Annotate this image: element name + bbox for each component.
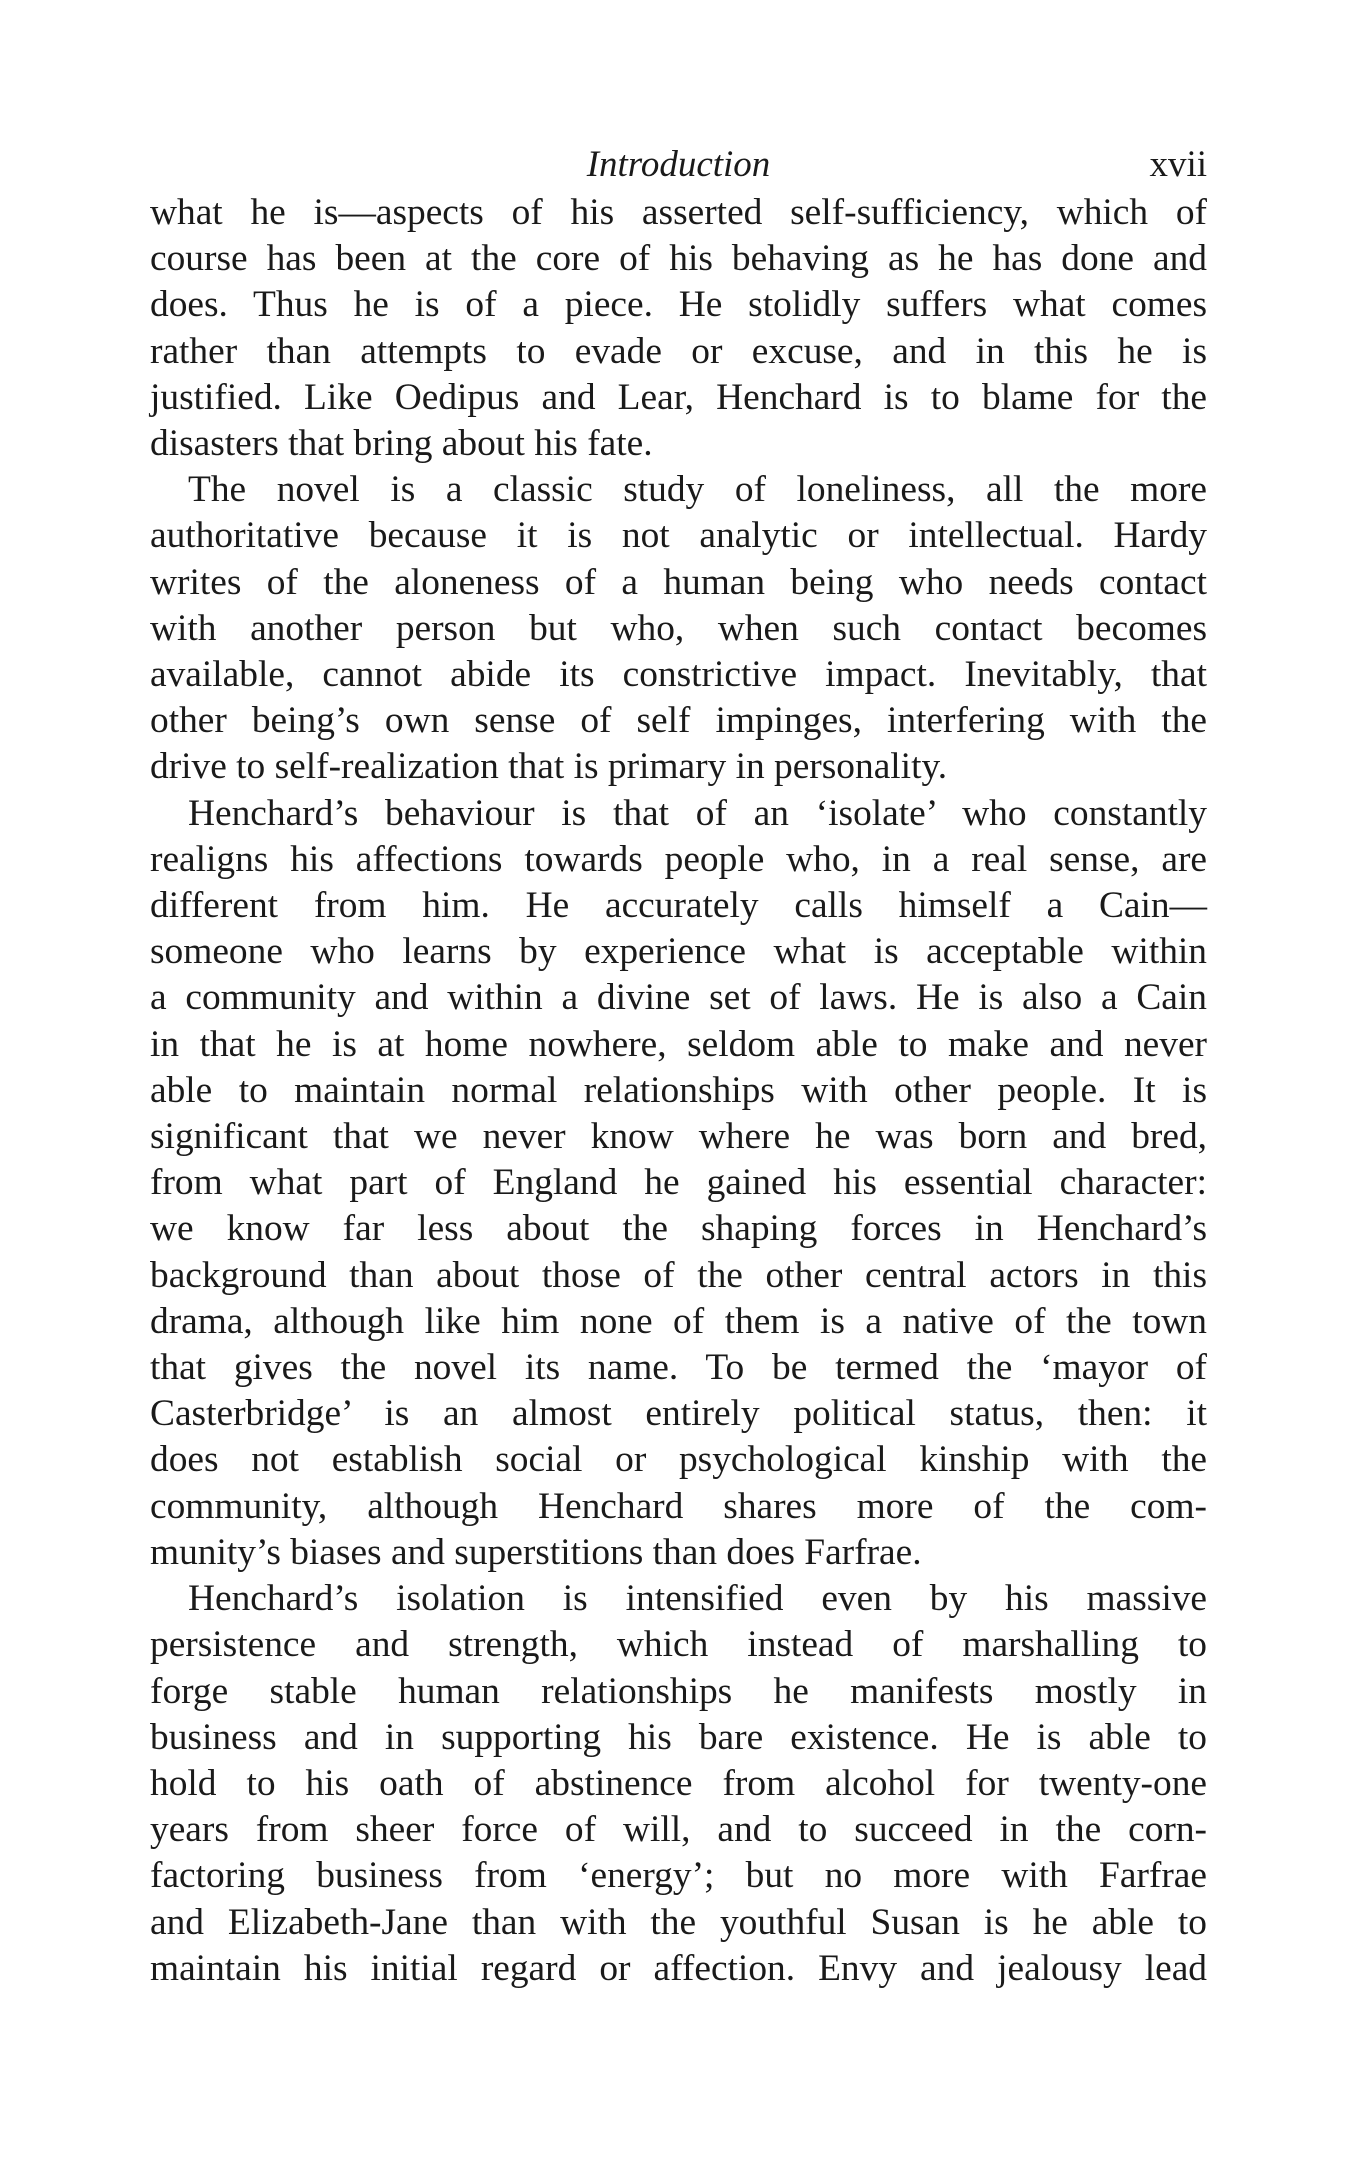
text-line: we know far less about the shaping forces in Henchard’s: [150, 1208, 1207, 1250]
text-line: factoring business from ‘energy’; but no more with Farfrae: [150, 1855, 1207, 1897]
running-title: Introduction: [586, 144, 771, 185]
running-header: [150, 140, 1207, 190]
paragraph-3: [150, 791, 1207, 1576]
text-line: what he is—aspects of his asserted self-sufficiency, which of: [150, 192, 1207, 233]
text-line: Henchard’s behaviour is that of an ‘isolate’ who constantly: [188, 792, 1207, 834]
text-line: community, although Henchard shares more of the com-: [150, 1485, 1207, 1527]
text-line: disasters that bring about his fate.: [150, 423, 653, 465]
text-line: Henchard’s isolation is intensified even by his massive: [188, 1578, 1207, 1620]
text-line: other being’s own sense of self impinges, interfering with the: [150, 700, 1207, 742]
text-line: does. Thus he is of a piece. He stolidly suffers what comes: [150, 284, 1207, 326]
text-line: years from sheer force of will, and to succeed in the corn-: [150, 1809, 1207, 1851]
body-text: [150, 190, 1207, 1992]
text-line: with another person but who, when such contact becomes: [150, 607, 1207, 649]
text-line: The novel is a classic study of loneliness, all the more: [188, 469, 1207, 511]
text-line: writes of the aloneness of a human being who needs contact: [150, 561, 1207, 603]
text-line: drama, although like him none of them is a native of the town: [150, 1300, 1207, 1342]
text-line: forge stable human relationships he manifests mostly in: [150, 1670, 1207, 1712]
paragraph-2: [150, 467, 1207, 790]
text-line: someone who learns by experience what is acceptable within: [150, 931, 1207, 973]
text-line: significant that we never know where he was born and bred,: [150, 1116, 1207, 1158]
text-line: munity’s biases and superstitions than does Farfrae.: [150, 1531, 922, 1573]
text-line: maintain his initial regard or affection. Envy and jealousy lead: [150, 1947, 1207, 1989]
text-line: available, cannot abide its constrictive impact. Inevitably, that: [150, 654, 1207, 696]
text-line: justified. Like Oedipus and Lear, Henchard is to blame for the: [150, 376, 1207, 418]
text-line: from what part of England he gained his essential character:: [150, 1162, 1207, 1204]
text-line: persistence and strength, which instead of marshalling to: [150, 1624, 1207, 1666]
text-line: hold to his oath of abstinence from alcohol for twenty-one: [150, 1762, 1207, 1804]
text-line: drive to self-realization that is primary in personality.: [150, 746, 948, 788]
book-page: [150, 140, 1207, 1992]
paragraph-4: [150, 1576, 1207, 1992]
text-line: a community and within a divine set of laws. He is also a Cain: [150, 977, 1207, 1019]
text-line: course has been at the core of his behaving as he has done and: [150, 238, 1207, 280]
text-line: rather than attempts to evade or excuse, and in this he is: [150, 330, 1207, 372]
text-line: does not establish social or psychological kinship with the: [150, 1439, 1207, 1481]
text-line: in that he is at home nowhere, seldom able to make and never: [150, 1023, 1207, 1065]
text-line: business and in supporting his bare existence. He is able to: [150, 1716, 1207, 1758]
text-line: that gives the novel its name. To be termed the ‘mayor of: [150, 1347, 1207, 1389]
text-line: and Elizabeth-Jane than with the youthful Susan is he able to: [150, 1901, 1207, 1943]
text-line: background than about those of the other central actors in this: [150, 1254, 1207, 1296]
paragraph-1: [150, 190, 1207, 467]
page-number: xvii: [1149, 144, 1207, 185]
text-line: able to maintain normal relationships with other people. It is: [150, 1069, 1207, 1111]
text-line: different from him. He accurately calls himself a Cain—: [150, 885, 1207, 927]
text-line: Casterbridge’ is an almost entirely political status, then: it: [150, 1393, 1207, 1435]
text-line: realigns his affections towards people who, in a real sense, are: [150, 838, 1207, 880]
text-line: authoritative because it is not analytic or intellectual. Hardy: [150, 515, 1207, 557]
